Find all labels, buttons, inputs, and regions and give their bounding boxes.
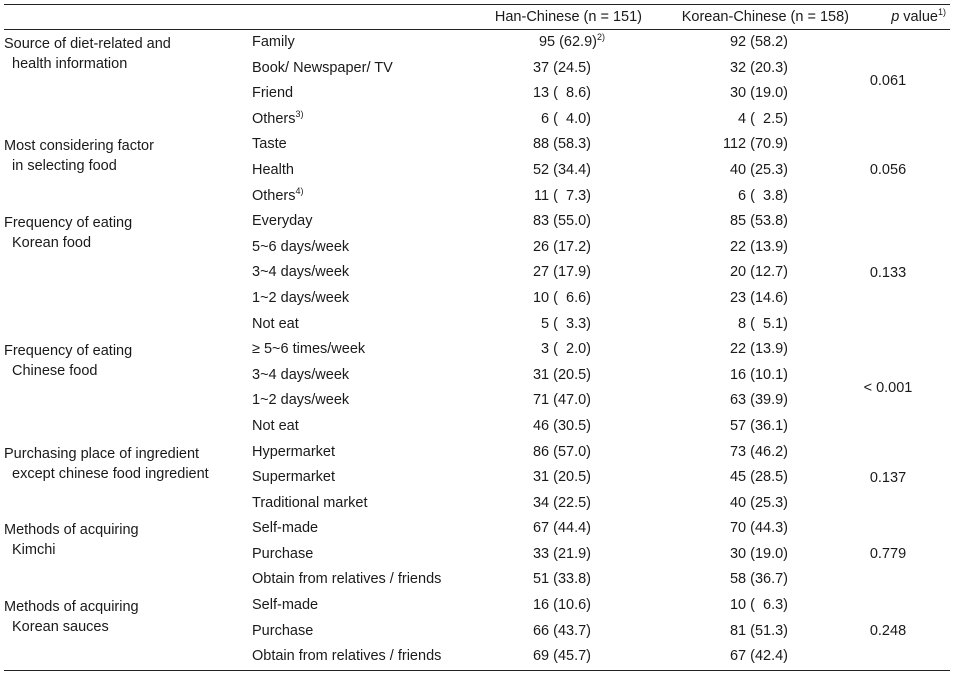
han-chinese-text: 31 (20.5) bbox=[532, 366, 591, 383]
subcategory-text: Purchase bbox=[252, 545, 314, 562]
korean-chinese-value: 4 ( 2.5) bbox=[738, 110, 788, 127]
table-row bbox=[4, 337, 950, 363]
han-chinese-value bbox=[449, 567, 591, 593]
row-group bbox=[4, 593, 950, 670]
subcategory-label bbox=[252, 619, 482, 645]
han-chinese-text: 27 (17.9) bbox=[532, 264, 591, 281]
korean-chinese-value: 73 (46.2) bbox=[729, 443, 788, 460]
han-chinese-text: 16 (10.6) bbox=[532, 597, 591, 614]
category-line-2: health information bbox=[12, 56, 128, 72]
subcategory-text: Self-made bbox=[252, 520, 319, 537]
table-row bbox=[4, 619, 950, 645]
table-row bbox=[4, 312, 950, 338]
row-group bbox=[4, 337, 950, 439]
subcategory-text: Book/ Newspaper/ TV bbox=[252, 59, 393, 76]
subcategory-label bbox=[252, 644, 482, 670]
category-line-1: Purchasing place of ingredient bbox=[4, 445, 200, 462]
han-chinese-value bbox=[449, 107, 591, 133]
subcategory-text: 1~2 days/week bbox=[252, 392, 350, 409]
subcategory-text: Not eat bbox=[252, 417, 299, 434]
p-value: 0.133 bbox=[869, 265, 907, 282]
subcategory-label bbox=[252, 107, 482, 133]
korean-chinese-value: 92 (58.2) bbox=[729, 34, 788, 50]
korean-chinese-value: 81 (51.3) bbox=[729, 622, 788, 639]
subcategory-text: 5~6 days/week bbox=[252, 238, 350, 255]
subcategory-text: Traditional market bbox=[252, 494, 368, 511]
header-p-rest: value bbox=[899, 9, 938, 25]
subcategory-label bbox=[252, 440, 482, 466]
table-row bbox=[4, 107, 950, 133]
subcategory-label bbox=[252, 593, 482, 619]
subcategory-label bbox=[252, 388, 482, 414]
table-row bbox=[4, 158, 950, 184]
subcategory-label bbox=[252, 260, 482, 286]
category-line-1: Frequency of eating bbox=[4, 215, 133, 232]
table-row bbox=[4, 567, 950, 593]
han-chinese-text: 13 ( 8.6) bbox=[532, 85, 591, 102]
table-row bbox=[4, 593, 950, 619]
table-row bbox=[4, 516, 950, 542]
subcategory-label bbox=[252, 337, 482, 363]
han-chinese-text: 71 (47.0) bbox=[532, 392, 591, 409]
han-chinese-text: 3 ( 2.0) bbox=[541, 341, 591, 358]
table-row bbox=[4, 56, 950, 82]
han-chinese-value bbox=[449, 491, 591, 517]
korean-chinese-value: 6 ( 3.8) bbox=[738, 187, 788, 204]
table-row bbox=[4, 81, 950, 107]
han-chinese-value bbox=[449, 81, 591, 107]
subcategory-text: Health bbox=[252, 161, 294, 178]
han-chinese-value bbox=[449, 30, 605, 56]
korean-chinese-value: 57 (36.1) bbox=[729, 417, 788, 434]
han-chinese-text: 34 (22.5) bbox=[532, 494, 591, 511]
korean-chinese-value: 45 (28.5) bbox=[729, 469, 788, 486]
category-line-1: Frequency of eating bbox=[4, 343, 133, 360]
korean-chinese-value: 22 (13.9) bbox=[729, 341, 788, 358]
subcategory-footnote: 4) bbox=[295, 185, 304, 196]
korean-chinese-value: 20 (12.7) bbox=[729, 264, 788, 281]
korean-chinese-value: 30 (19.0) bbox=[729, 545, 788, 562]
subcategory-text: Supermarket bbox=[252, 469, 336, 486]
han-chinese-value bbox=[449, 414, 591, 440]
table-row bbox=[4, 440, 950, 466]
han-chinese-value bbox=[449, 363, 591, 389]
han-chinese-text: 26 (17.2) bbox=[532, 238, 591, 255]
han-chinese-value bbox=[449, 465, 591, 491]
korean-chinese-value: 16 (10.1) bbox=[729, 366, 788, 383]
han-chinese-value bbox=[449, 209, 591, 235]
p-value: 0.779 bbox=[869, 546, 907, 563]
han-chinese-text: 69 (45.7) bbox=[532, 648, 591, 665]
han-chinese-text: 88 (58.3) bbox=[532, 136, 591, 153]
table-header bbox=[4, 5, 950, 30]
han-chinese-text: 66 (43.7) bbox=[532, 622, 591, 639]
subcategory-label bbox=[252, 286, 482, 312]
header-p-footnote: 1) bbox=[937, 7, 946, 18]
korean-chinese-value: 112 (70.9) bbox=[722, 136, 788, 153]
subcategory-text: Purchase bbox=[252, 622, 314, 639]
subcategory-label bbox=[252, 184, 482, 210]
korean-chinese-value: 40 (25.3) bbox=[729, 494, 788, 511]
subcategory-label bbox=[252, 132, 482, 158]
table-row bbox=[4, 132, 950, 158]
header-p-italic: p bbox=[891, 9, 900, 25]
subcategory-footnote: 3) bbox=[295, 108, 304, 119]
subcategory-text: ≥ 5~6 times/week bbox=[252, 341, 366, 358]
table-row bbox=[4, 184, 950, 210]
table-row bbox=[4, 414, 950, 440]
han-chinese-text: 31 (20.5) bbox=[532, 469, 591, 486]
subcategory-label bbox=[252, 81, 482, 107]
subcategory-text: Friend bbox=[252, 85, 294, 102]
subcategory-text: Self-made bbox=[252, 597, 319, 614]
korean-chinese-value: 63 (39.9) bbox=[729, 392, 788, 409]
category-line-1: Methods of acquiring bbox=[4, 522, 139, 539]
table-row bbox=[4, 235, 950, 261]
han-chinese-value bbox=[449, 312, 591, 338]
category-line-2: Korean sauces bbox=[12, 619, 109, 636]
p-value: < 0.001 bbox=[863, 380, 913, 397]
p-value: 0.061 bbox=[869, 73, 907, 89]
han-chinese-text: 11 ( 7.3) bbox=[534, 187, 591, 204]
han-chinese-text: 5 ( 3.3) bbox=[541, 315, 591, 332]
han-chinese-value bbox=[449, 56, 591, 82]
p-value: 0.056 bbox=[869, 162, 907, 179]
table-row bbox=[4, 644, 950, 670]
han-chinese-value bbox=[449, 619, 591, 645]
subcategory-text: Obtain from relatives / friends bbox=[252, 648, 442, 665]
table-row bbox=[4, 542, 950, 568]
subcategory-label bbox=[252, 491, 482, 517]
subcategory-label bbox=[252, 56, 482, 82]
subcategory-label bbox=[252, 567, 482, 593]
korean-chinese-value: 23 (14.6) bbox=[729, 289, 788, 306]
han-chinese-value bbox=[449, 184, 591, 210]
subcategory-text: Others bbox=[252, 187, 296, 204]
subcategory-label bbox=[252, 209, 482, 235]
subcategory-text: Family bbox=[252, 34, 295, 50]
category-line-2: in selecting food bbox=[12, 158, 117, 175]
han-chinese-text: 95 (62.9) bbox=[538, 34, 597, 50]
korean-chinese-value: 30 (19.0) bbox=[729, 85, 788, 102]
korean-chinese-value: 32 (20.3) bbox=[729, 59, 788, 76]
han-chinese-footnote: 2) bbox=[596, 32, 605, 43]
han-chinese-value bbox=[449, 132, 591, 158]
han-chinese-text: 10 ( 6.6) bbox=[532, 289, 591, 306]
han-chinese-value bbox=[449, 644, 591, 670]
table-row bbox=[4, 260, 950, 286]
data-table bbox=[4, 4, 950, 671]
subcategory-text: 1~2 days/week bbox=[252, 289, 350, 306]
han-chinese-text: 86 (57.0) bbox=[532, 443, 591, 460]
row-group bbox=[4, 209, 950, 337]
subcategory-label bbox=[252, 542, 482, 568]
subcategory-text: 3~4 days/week bbox=[252, 264, 350, 281]
han-chinese-text: 51 (33.8) bbox=[532, 571, 591, 588]
subcategory-text: Obtain from relatives / friends bbox=[252, 571, 442, 588]
subcategory-label bbox=[252, 414, 482, 440]
korean-chinese-value: 22 (13.9) bbox=[729, 238, 788, 255]
han-chinese-value bbox=[449, 158, 591, 184]
header-han-chinese: Han-Chinese (n = 151) bbox=[494, 9, 642, 25]
row-group bbox=[4, 30, 950, 132]
category-line-2: Chinese food bbox=[12, 363, 98, 380]
han-chinese-text: 46 (30.5) bbox=[532, 417, 591, 434]
han-chinese-text: 83 (55.0) bbox=[532, 213, 591, 230]
han-chinese-text: 33 (21.9) bbox=[532, 545, 591, 562]
row-group bbox=[4, 516, 950, 593]
han-chinese-value bbox=[449, 516, 591, 542]
korean-chinese-value: 70 (44.3) bbox=[729, 520, 788, 537]
han-chinese-value bbox=[449, 440, 591, 466]
row-group bbox=[4, 132, 950, 209]
korean-chinese-value: 67 (42.4) bbox=[729, 648, 788, 665]
korean-chinese-value: 10 ( 6.3) bbox=[729, 597, 788, 614]
subcategory-text: Everyday bbox=[252, 213, 313, 230]
p-value: 0.137 bbox=[869, 469, 907, 486]
han-chinese-value bbox=[449, 337, 591, 363]
table-row bbox=[4, 30, 950, 56]
subcategory-label bbox=[252, 235, 482, 261]
han-chinese-text: 67 (44.4) bbox=[532, 520, 591, 537]
korean-chinese-value: 8 ( 5.1) bbox=[738, 315, 788, 332]
subcategory-label bbox=[252, 516, 482, 542]
category-line-2: Korean food bbox=[12, 235, 92, 252]
subcategory-label bbox=[252, 465, 482, 491]
header-p-value bbox=[864, 9, 946, 25]
korean-chinese-value: 58 (36.7) bbox=[729, 571, 788, 588]
table-row bbox=[4, 388, 950, 414]
subcategory-text: Hypermarket bbox=[252, 443, 335, 460]
korean-chinese-value: 40 (25.3) bbox=[729, 161, 788, 178]
table-row bbox=[4, 465, 950, 491]
subcategory-text: Not eat bbox=[252, 315, 299, 332]
han-chinese-value bbox=[449, 542, 591, 568]
subcategory-text: Others bbox=[252, 110, 296, 127]
category-line-2: Kimchi bbox=[12, 542, 56, 559]
row-group bbox=[4, 440, 950, 517]
han-chinese-value bbox=[449, 286, 591, 312]
category-line-1: Most considering factor bbox=[4, 138, 154, 155]
han-chinese-value bbox=[449, 388, 591, 414]
category-line-1: Methods of acquiring bbox=[4, 599, 139, 616]
han-chinese-value bbox=[449, 593, 591, 619]
table-row bbox=[4, 363, 950, 389]
table-row bbox=[4, 491, 950, 517]
subcategory-label bbox=[252, 363, 482, 389]
category-line-2: except chinese food ingredient bbox=[12, 465, 209, 482]
han-chinese-value bbox=[449, 260, 591, 286]
table-body bbox=[4, 30, 950, 670]
table-row bbox=[4, 286, 950, 312]
subcategory-label bbox=[252, 158, 482, 184]
subcategory-label bbox=[252, 30, 482, 56]
han-chinese-text: 52 (34.4) bbox=[532, 161, 591, 178]
han-chinese-text: 6 ( 4.0) bbox=[541, 110, 591, 127]
korean-chinese-value: 85 (53.8) bbox=[729, 213, 788, 230]
header-korean-chinese: Korean-Chinese (n = 158) bbox=[681, 9, 849, 25]
subcategory-label bbox=[252, 312, 482, 338]
han-chinese-text: 37 (24.5) bbox=[532, 59, 591, 76]
subcategory-text: Taste bbox=[252, 136, 287, 153]
p-value: 0.248 bbox=[869, 623, 907, 640]
category-line-1: Source of diet-related and bbox=[4, 36, 171, 52]
subcategory-text: 3~4 days/week bbox=[252, 366, 350, 383]
han-chinese-value bbox=[449, 235, 591, 261]
table-row bbox=[4, 209, 950, 235]
